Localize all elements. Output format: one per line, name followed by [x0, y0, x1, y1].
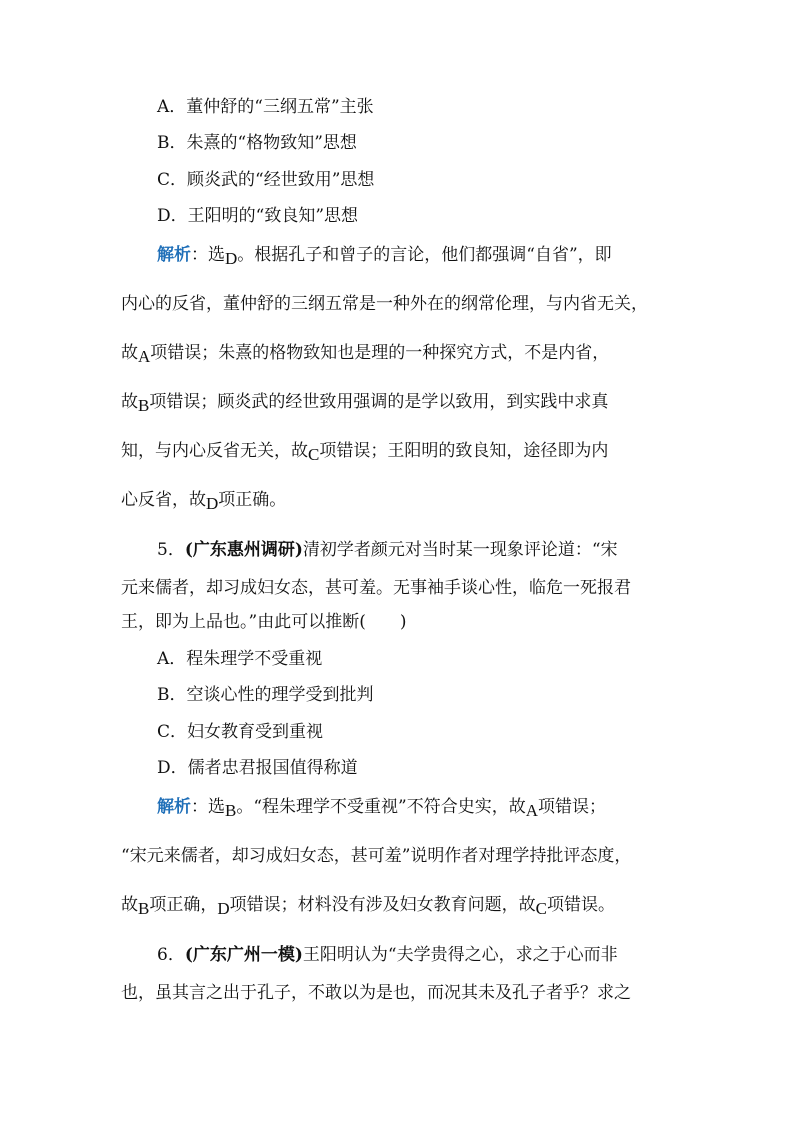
stem-text: 王，即为上品也。”由此可以推断( )	[121, 612, 407, 632]
answer-letter: C	[308, 445, 320, 464]
option-letter: D．	[157, 758, 188, 778]
analysis-label: 解析	[157, 797, 191, 817]
stem-text: 元来儒者，却习成妇女态，甚可羞。无事袖手谈心性，临危一死报君	[121, 578, 631, 598]
q4-option-a	[157, 96, 374, 118]
q4-analysis-line-2	[121, 293, 648, 315]
q5-analysis-line-1	[157, 796, 606, 818]
answer-letter: B	[225, 801, 237, 820]
option-text: 顾炎武的“经世致用”思想	[187, 170, 375, 190]
question-number: 6．	[157, 945, 185, 965]
analysis-label: 解析	[157, 245, 191, 265]
analysis-text: 故	[121, 343, 138, 363]
q4-analysis-line-3	[121, 342, 609, 364]
analysis-text: 故	[121, 895, 138, 915]
answer-letter: A	[138, 347, 151, 366]
answer-letter: B	[138, 396, 150, 415]
analysis-text: 项错误；	[538, 797, 607, 817]
analysis-text: ：选	[191, 797, 225, 817]
q4-analysis-line-4	[121, 391, 608, 413]
q4-analysis-line-5	[121, 440, 608, 462]
analysis-text: 知，与内心反省无关，故	[121, 441, 308, 461]
analysis-text: ：选	[191, 245, 225, 265]
analysis-text: 项错误；材料没有涉及妇女教育问题，故	[229, 895, 536, 915]
analysis-text: 项错误；朱熹的格物致知也是理的一种探究方式，不是内省，	[150, 343, 610, 363]
q4-option-d	[157, 205, 358, 227]
question-source: (广东广州一模)	[184, 945, 303, 965]
answer-letter: A	[525, 801, 539, 820]
q6-stem-line-2	[121, 982, 631, 1004]
q5-stem-line-3	[121, 611, 406, 633]
q5-option-a	[157, 648, 322, 670]
option-text: 王阳明的“致良知”思想	[187, 206, 359, 226]
option-text: 程朱理学不受重视	[186, 649, 323, 669]
answer-letter: C	[535, 899, 547, 918]
q4-analysis-line-1	[157, 244, 612, 266]
analysis-text: 故	[121, 392, 138, 412]
answer-letter: D	[206, 494, 219, 513]
analysis-text: 项正确。	[218, 490, 287, 510]
stem-text: 清初学者颜元对当时某一现象评论道：“宋	[302, 540, 618, 560]
analysis-text: 。根据孔子和曾子的言论，他们都强调“自省”，即	[237, 245, 612, 265]
question-source: (广东惠州调研)	[184, 540, 303, 560]
q5-option-c	[157, 721, 323, 743]
option-letter: D．	[157, 206, 188, 226]
option-letter: C．	[157, 170, 188, 190]
q5-option-b	[157, 684, 374, 706]
answer-letter: D	[217, 899, 230, 918]
answer-letter: B	[138, 899, 150, 918]
option-text: 董仲舒的“三纲五常”主张	[186, 97, 374, 117]
stem-text: 也，虽其言之出于孔子，不敢以为是也，而况其未及孔子者乎？求之	[121, 983, 631, 1003]
option-text: 妇女教育受到重视	[187, 722, 324, 742]
q4-option-c	[157, 169, 374, 191]
q5-analysis-line-3	[121, 894, 615, 916]
option-text: 空谈心性的理学受到批判	[186, 685, 374, 705]
analysis-text: 。“程朱理学不受重视”不符合史实，故	[236, 797, 526, 817]
option-letter: A．	[157, 649, 187, 669]
analysis-text: 心反省，故	[121, 490, 206, 510]
analysis-text: 内心的反省，董仲舒的三纲五常是一种外在的纲常伦理，与内省无关，	[121, 294, 648, 314]
q4-option-b	[157, 132, 357, 154]
q6-stem-line-1	[157, 944, 618, 966]
q5-stem-line-2	[121, 577, 631, 599]
q5-option-d	[157, 757, 358, 779]
option-text: 儒者忠君报国值得称道	[187, 758, 358, 778]
q4-analysis-line-6	[121, 489, 286, 511]
q5-stem-line-1	[157, 539, 618, 561]
analysis-text: 项错误。	[546, 895, 615, 915]
option-letter: C．	[157, 722, 188, 742]
option-letter: B．	[157, 685, 187, 705]
analysis-text: 项错误；顾炎武的经世致用强调的是学以致用，到实践中求真	[149, 392, 609, 412]
analysis-text: “宋元来儒者，却习成妇女态，甚可羞”说明作者对理学持批评态度，	[121, 846, 632, 866]
option-letter: A．	[157, 97, 187, 117]
stem-text: 王阳明认为“夫学贵得之心，求之于心而非	[302, 945, 618, 965]
analysis-text: 项正确，	[149, 895, 218, 915]
option-letter: B．	[157, 133, 187, 153]
question-number: 5．	[157, 540, 185, 560]
analysis-text: 项错误；王阳明的致良知，途径即为内	[319, 441, 609, 461]
option-text: 朱熹的“格物致知”思想	[186, 133, 357, 153]
answer-letter: D	[225, 249, 238, 268]
q5-analysis-line-2	[121, 845, 631, 867]
